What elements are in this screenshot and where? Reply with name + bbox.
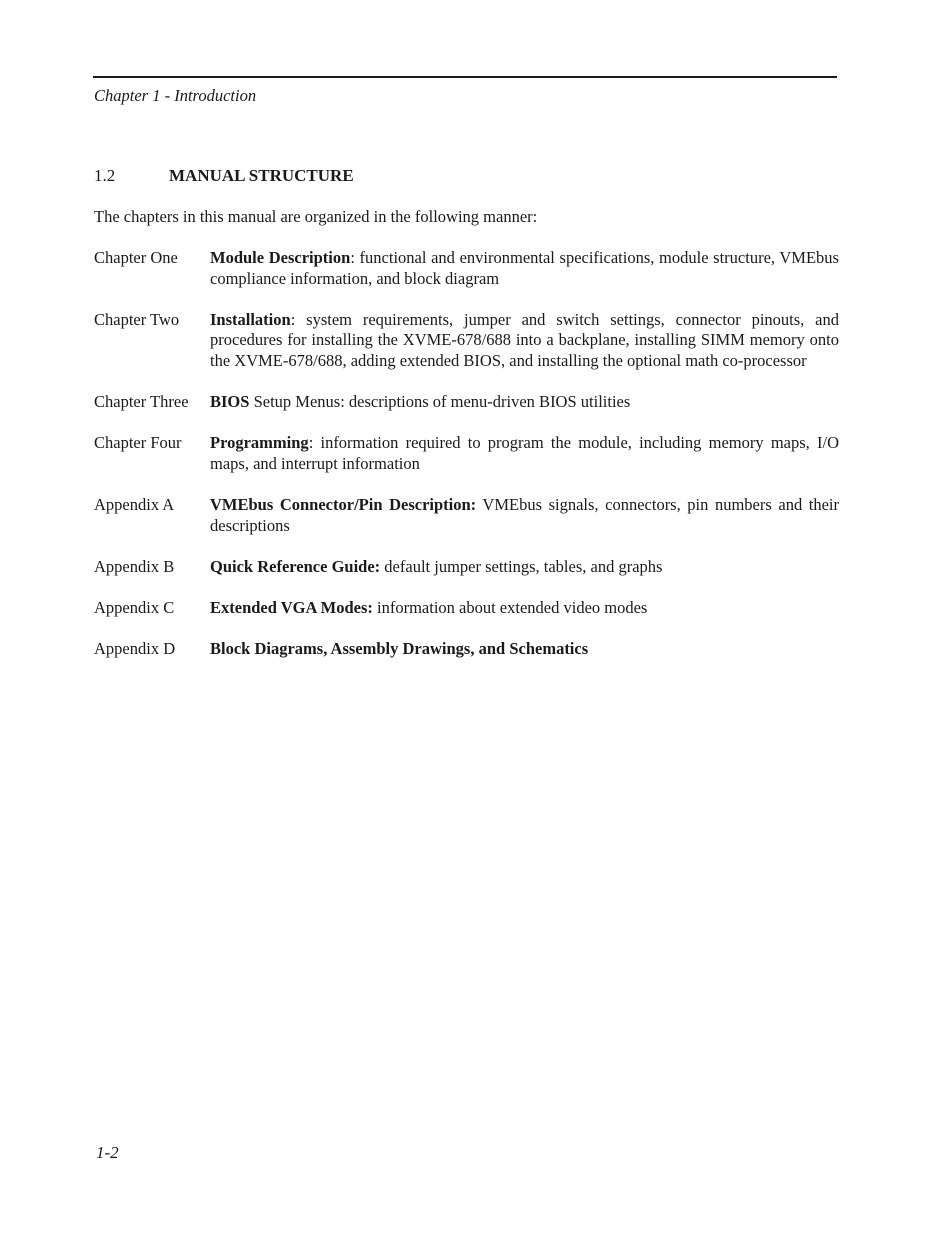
section-number: 1.2: [94, 166, 116, 185]
entry-label: Chapter Two: [94, 309, 180, 329]
entry-title: Module Description: [210, 248, 351, 267]
entry-title: Block Diagrams, Assembly Drawings, and Schematics: [210, 638, 589, 658]
entry-title: Extended VGA Modes:: [210, 597, 373, 617]
entry-description: [210, 639, 839, 660]
section-heading: [94, 166, 354, 186]
entry-text: information about extended video modes: [372, 597, 648, 617]
entry-label: Appendix B: [94, 556, 175, 576]
entry-description: [210, 310, 839, 372]
list-item: [94, 248, 839, 289]
entry-description: [210, 495, 839, 536]
list-item: [94, 557, 839, 578]
list-item: [94, 310, 839, 372]
entry-description: [210, 598, 839, 619]
list-item: [94, 433, 839, 474]
intro-paragraph: The chapters in this manual are organized in the following manner:: [94, 207, 538, 226]
entry-description: [210, 392, 839, 413]
entry-description: [210, 557, 839, 578]
entry-title: Installation: [210, 309, 291, 329]
list-item: [94, 639, 839, 660]
entry-label: Appendix D: [94, 638, 176, 658]
entry-label: Chapter One: [94, 248, 178, 267]
entry-label: Chapter Three: [94, 392, 189, 412]
entry-text: Setup Menus: descriptions of menu-driven BIOS utilities: [249, 392, 631, 412]
entry-description: [210, 248, 839, 289]
section-title: MANUAL STRUCTURE: [169, 166, 354, 185]
entry-label: Appendix A: [94, 494, 175, 514]
entry-title: VMEbus Connector/Pin Description:: [210, 494, 477, 514]
running-head: Chapter 1 - Introduction: [94, 86, 257, 105]
list-item: [94, 392, 839, 413]
entry-text: : system requirements, jumper and switch settings, connector pinouts, and procedures for installing the XVME-678/688 into a backplane, installing SIMM memory onto the XVME-678/688, adding extended BIOS, and installing the optional math co-processor: [210, 309, 839, 371]
entry-label: Appendix C: [94, 597, 175, 617]
list-item: [94, 598, 839, 619]
entry-label: Chapter Four: [94, 433, 182, 453]
structure-list: [94, 248, 839, 659]
entry-text: : functional and environmental specifications, module structure, VMEbus compliance information, and block diagram: [210, 248, 839, 288]
entry-description: [210, 433, 839, 474]
entry-title: Programming: [210, 433, 309, 453]
entry-title: Quick Reference Guide:: [210, 556, 381, 576]
entry-text: default jumper settings, tables, and graphs: [380, 556, 663, 576]
list-item: [94, 495, 839, 536]
entry-text: VMEbus signals, connectors, pin numbers and their descriptions: [210, 494, 840, 535]
page-number: 1-2: [96, 1143, 119, 1162]
entry-title: BIOS: [210, 392, 250, 412]
header-rule: [93, 76, 837, 78]
entry-text: : information required to program the module, including memory maps, I/O maps, and interrupt information: [210, 433, 839, 473]
